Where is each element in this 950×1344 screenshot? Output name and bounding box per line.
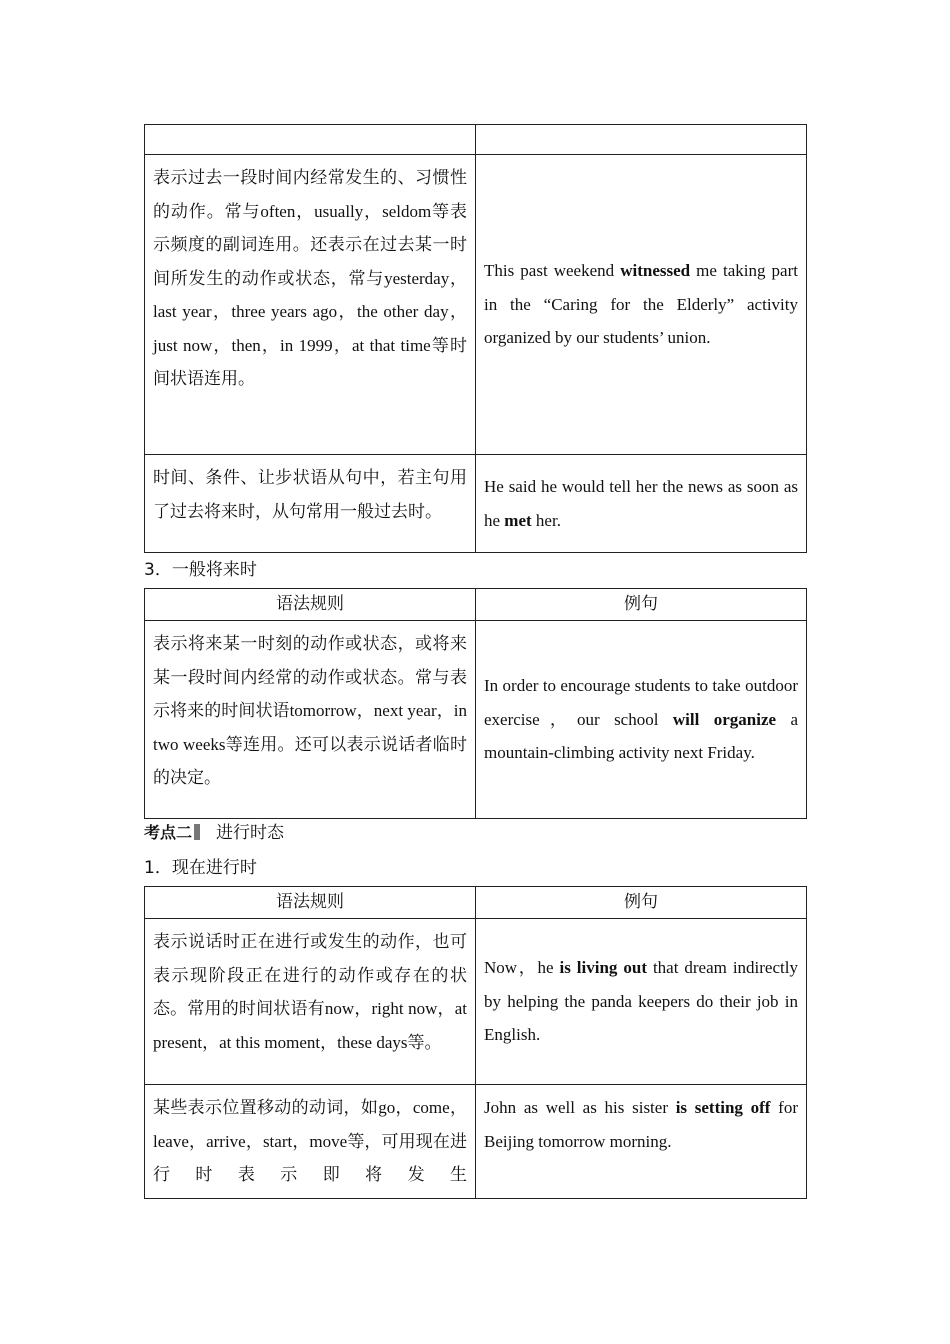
table-row <box>145 621 807 819</box>
section-heading-progressive: 1．现在进行时 <box>144 858 257 878</box>
example-cell <box>476 919 807 1085</box>
future-tense-table <box>144 588 807 819</box>
example-text: He said he would tell her the news as soon as he <box>484 477 798 530</box>
example-text: John as well as his sister <box>484 1098 676 1117</box>
rule-cell: 时间、条件、让步状语从句中，若主句用了过去将来时，从句常用一般过去时。 <box>145 455 476 553</box>
header-cell: 例句 <box>476 887 807 919</box>
example-cell <box>476 455 807 553</box>
example-text: her. <box>531 510 561 530</box>
kaodian-title: 进行时态 <box>216 823 285 843</box>
example-cell <box>476 155 807 455</box>
header-cell: 语法规则 <box>145 887 476 919</box>
example-keyword: witnessed <box>620 261 691 281</box>
header-cell: 语法规则 <box>145 589 476 621</box>
table-row <box>145 155 807 455</box>
rule-cell: 表示将来某一时刻的动作或状态，或将来某一段时间内经常的动作或状态。常与表示将来的时间状语tomorrow，next year，in two weeks等连用。还可以表示说话者临时的决定。 <box>145 621 476 819</box>
past-tense-table <box>144 124 807 553</box>
table-row <box>145 919 807 1085</box>
example-text: Now，he <box>484 958 560 978</box>
table-row <box>145 1085 807 1199</box>
example-text: a mountain-climbing activity next Friday. <box>484 709 799 763</box>
table-header-row <box>145 589 807 621</box>
rule-cell: 表示说话时正在进行或发生的动作，也可表示现阶段正在进行的动作或存在的状态。常用的时间状语有now，right now，at present，at this moment，these days等。 <box>145 919 476 1085</box>
example-keyword: met <box>504 510 532 530</box>
example-keyword: is setting off <box>675 1098 771 1117</box>
example-cell <box>476 621 807 819</box>
example-text: In order to encourage students to take outdoor exercise，our school <box>484 676 798 729</box>
section-heading-future: 3．一般将来时 <box>144 560 257 580</box>
badge-bar-icon <box>194 824 200 840</box>
table-row <box>145 455 807 553</box>
header-cell: 例句 <box>476 589 807 621</box>
example-text: This past weekend <box>484 261 621 281</box>
example-keyword: is living out <box>559 958 647 978</box>
example-text: that dream indirectly by helping the panda keepers do their job in English. <box>484 958 798 1045</box>
table-header-row <box>145 125 807 155</box>
example-cell <box>476 1085 807 1199</box>
rule-cell: 某些表示位置移动的动词，如go，come，leave，arrive，start，move等，可用现在进行时表示即将发生 <box>145 1085 476 1199</box>
example-text: for Beijing tomorrow morning. <box>484 1098 798 1151</box>
rule-cell: 表示过去一段时间内经常发生的、习惯性的动作。常与often，usually，seldom等表示频度的副词连用。还表示在过去某一时间所发生的动作或状态，常与yesterday，last year，three years ago，the other day，just now，then，in 1999，at that time等时间状语连用。 <box>145 155 476 455</box>
kaodian-badge: 考点二 <box>144 823 193 842</box>
progressive-tense-table <box>144 886 807 1199</box>
kaodian-heading <box>144 818 284 843</box>
header-cell <box>145 125 476 155</box>
example-keyword: will organize <box>672 709 777 729</box>
example-text: me taking part in the “Caring for the Elderly” activity organized by our students’ union. <box>484 261 798 348</box>
header-cell <box>476 125 807 155</box>
table-header-row <box>145 887 807 919</box>
